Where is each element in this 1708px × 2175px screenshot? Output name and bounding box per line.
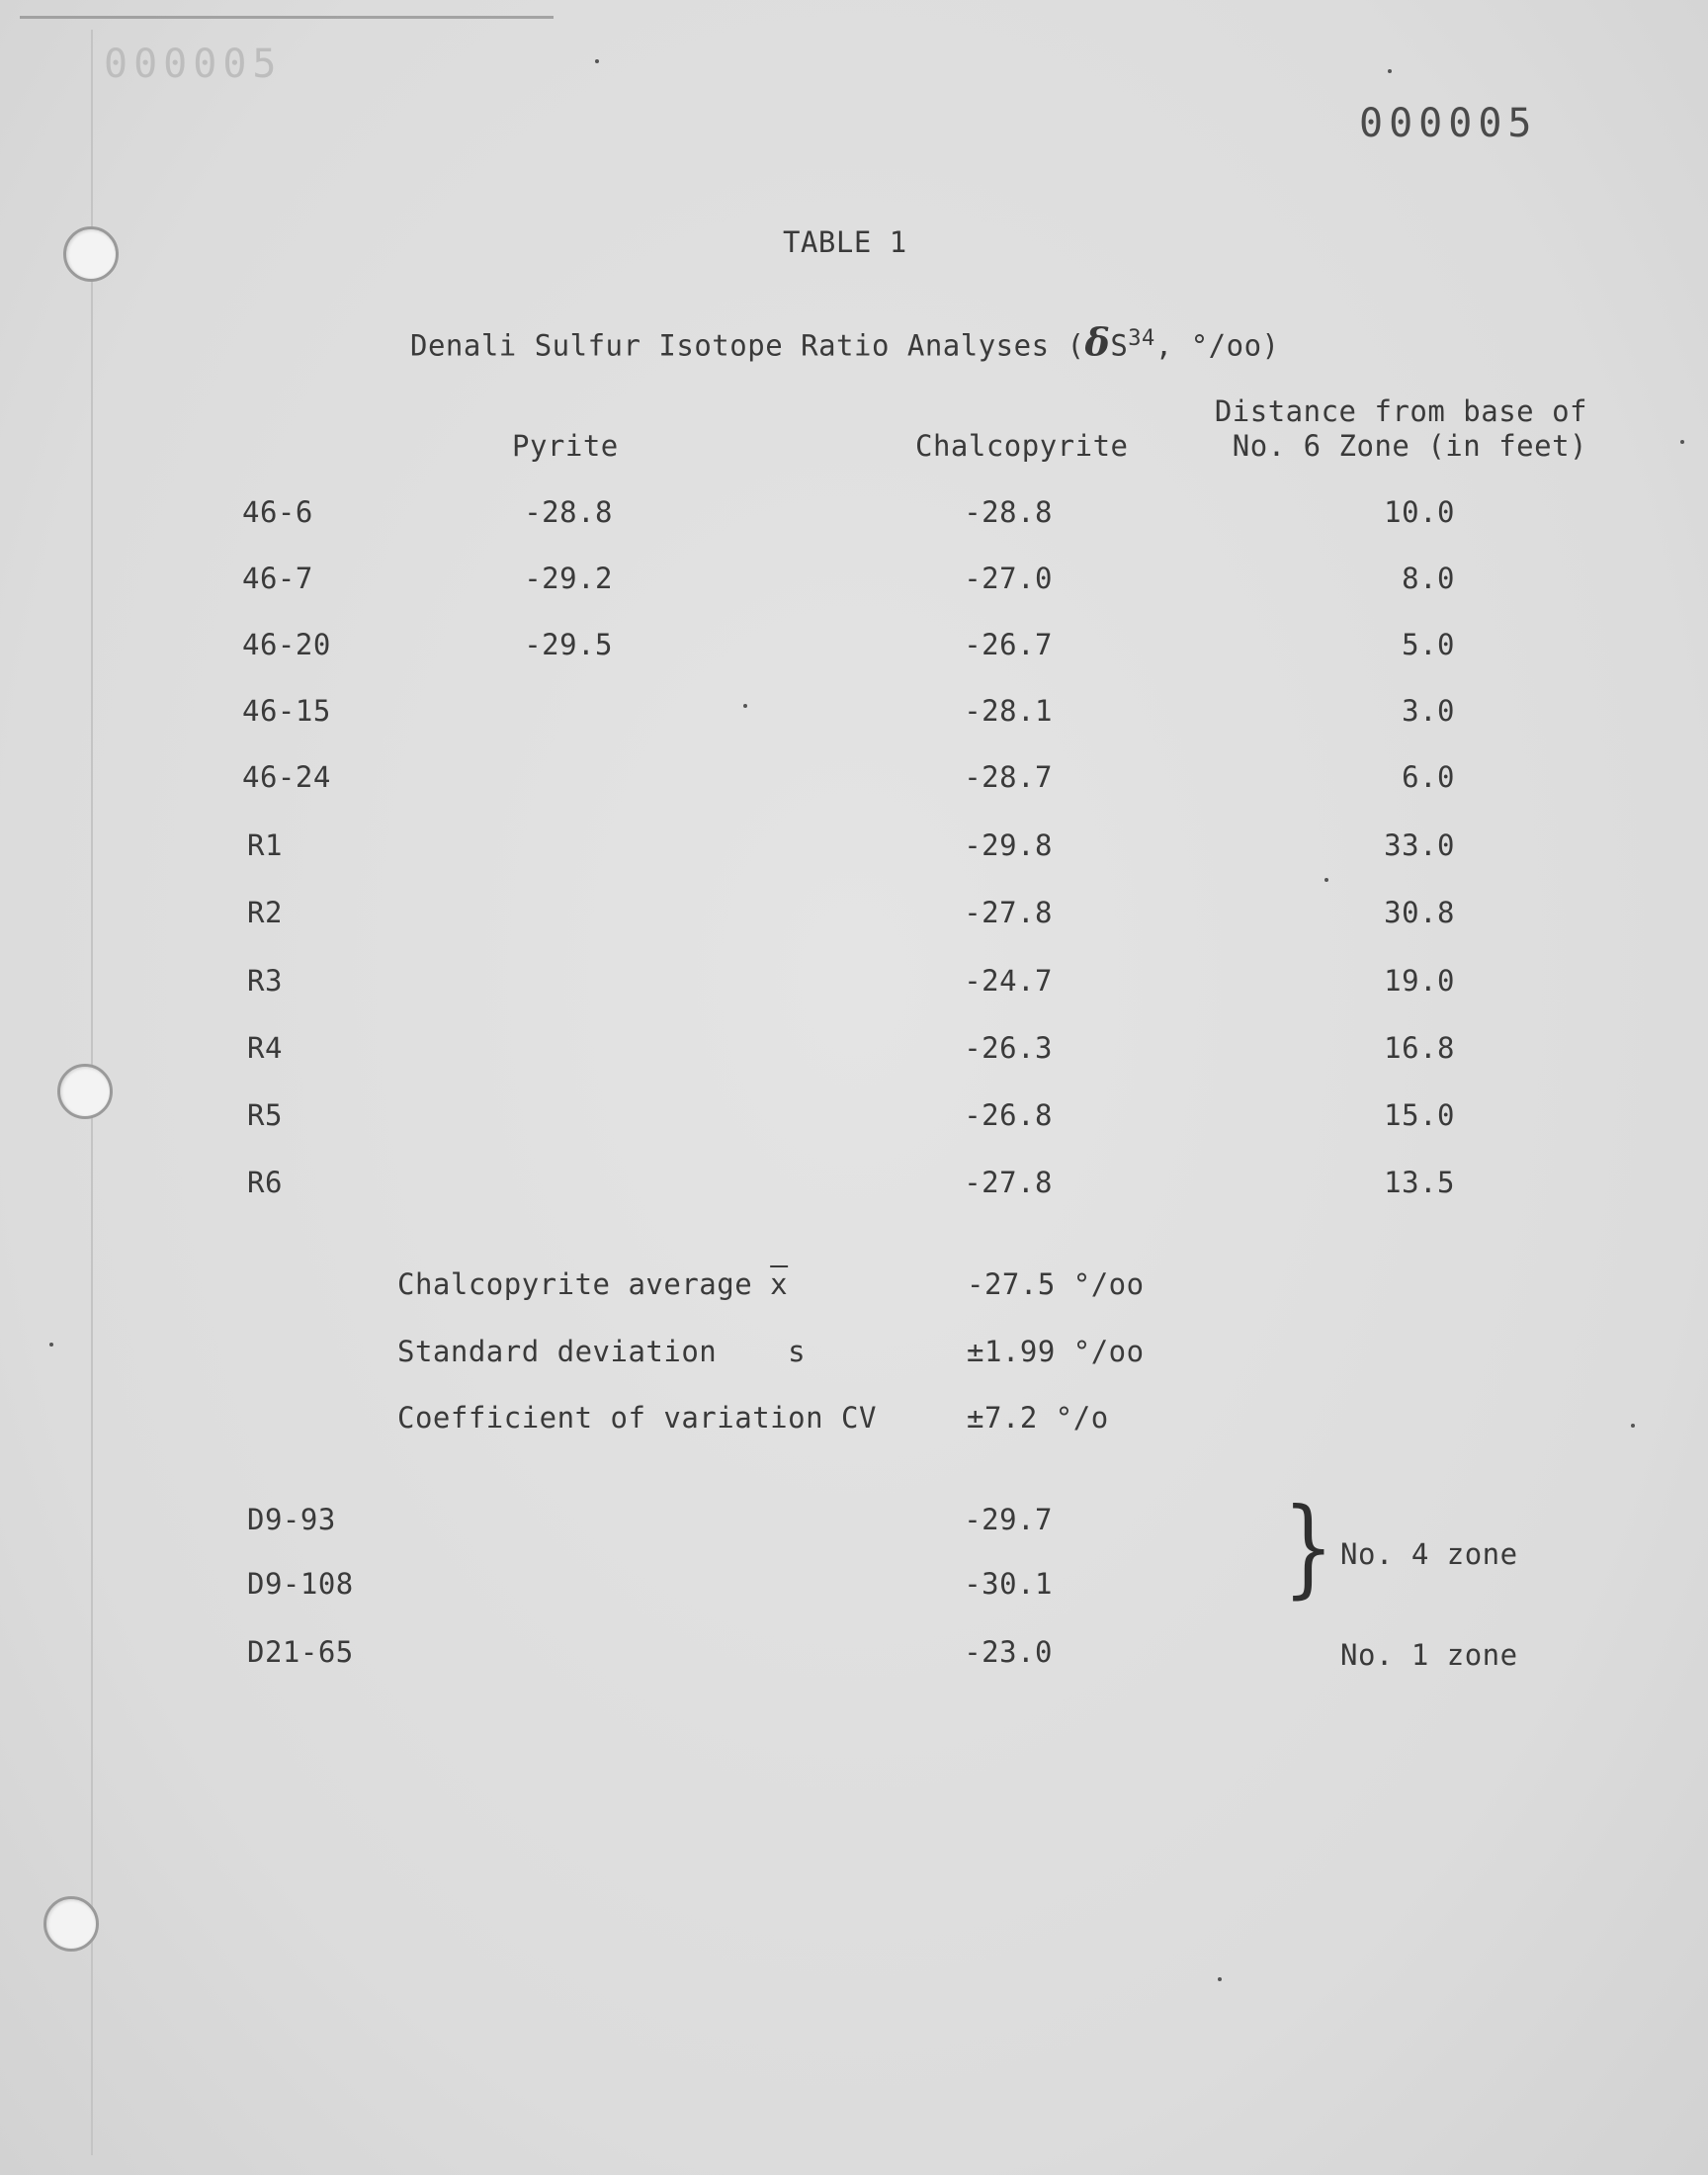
stat-average-value: -27.5 °/oo	[967, 1267, 1145, 1301]
speck	[49, 1343, 53, 1347]
speck	[1680, 440, 1684, 444]
speck	[1324, 878, 1328, 882]
row-chalcopyrite: -29.8	[964, 828, 1053, 862]
row-id: 46-7	[242, 562, 313, 595]
row-id: R6	[247, 1166, 283, 1199]
row-id: R3	[247, 964, 283, 998]
extra-row-id: D9-93	[247, 1503, 336, 1536]
row-chalcopyrite: -26.7	[964, 628, 1053, 661]
stat-average-label	[397, 1267, 788, 1301]
row-distance: 3.0	[1402, 694, 1455, 728]
stat-average-symbol: $\overline{x}$	[770, 1267, 789, 1301]
row-id: 46-20	[242, 628, 331, 661]
binder-hole-middle	[57, 1064, 113, 1119]
table-title	[410, 319, 1280, 365]
row-id: R1	[247, 828, 283, 862]
stat-cv-value: ±7.2 °/o	[967, 1401, 1109, 1435]
row-chalcopyrite: -26.3	[964, 1031, 1053, 1065]
row-chalcopyrite: -28.8	[964, 495, 1053, 529]
stat-stddev-symbol: s	[788, 1335, 807, 1368]
title-suffix: , °/oo)	[1154, 328, 1280, 363]
row-distance: 30.8	[1384, 896, 1455, 929]
extra-row-id: D9-108	[247, 1567, 354, 1601]
header-distance-line2: No. 6 Zone (in feet)	[1232, 429, 1587, 463]
stat-stddev-text: Standard deviation	[397, 1335, 718, 1368]
top-edge-mark	[20, 16, 554, 19]
header-distance-line1: Distance from base of	[1214, 394, 1587, 428]
speck	[743, 704, 747, 708]
zone-brace: }	[1283, 1486, 1334, 1610]
delta-symbol: δ	[1084, 319, 1111, 365]
row-chalcopyrite: -27.8	[964, 896, 1053, 929]
row-distance: 15.0	[1384, 1098, 1455, 1132]
row-distance: 10.0	[1384, 495, 1455, 529]
page-number: 000005	[1359, 101, 1538, 146]
row-id: R4	[247, 1031, 283, 1065]
row-id: 46-6	[242, 495, 313, 529]
speck	[1631, 1424, 1635, 1428]
title-superscript: 34	[1128, 326, 1155, 351]
extra-row-id: D21-65	[247, 1635, 354, 1669]
speck	[1388, 69, 1392, 73]
zone-4-label: No. 4 zone	[1340, 1537, 1518, 1571]
row-pyrite: -29.2	[524, 562, 613, 595]
row-distance: 13.5	[1384, 1166, 1455, 1199]
title-prefix: Denali Sulfur Isotope Ratio Analyses (	[410, 328, 1085, 363]
row-distance: 16.8	[1384, 1031, 1455, 1065]
stat-average-text: Chalcopyrite average	[397, 1267, 753, 1301]
row-distance: 8.0	[1402, 562, 1455, 595]
speck	[1218, 1977, 1222, 1981]
extra-row-chalcopyrite: -30.1	[964, 1567, 1053, 1601]
zone-1-label: No. 1 zone	[1340, 1638, 1518, 1672]
binder-hole-top	[63, 226, 119, 282]
row-chalcopyrite: -27.0	[964, 562, 1053, 595]
row-id: 46-15	[242, 694, 331, 728]
row-distance: 6.0	[1402, 760, 1455, 794]
extra-row-chalcopyrite: -29.7	[964, 1503, 1053, 1536]
row-distance: 5.0	[1402, 628, 1455, 661]
row-distance: 19.0	[1384, 964, 1455, 998]
row-distance: 33.0	[1384, 828, 1455, 862]
stat-cv-label: Coefficient of variation CV	[397, 1401, 877, 1435]
stat-stddev-label	[397, 1335, 806, 1368]
row-pyrite: -28.8	[524, 495, 613, 529]
extra-row-chalcopyrite: -23.0	[964, 1635, 1053, 1669]
title-s: S	[1110, 328, 1129, 363]
speck	[595, 59, 599, 63]
row-chalcopyrite: -27.8	[964, 1166, 1053, 1199]
ghost-page-number: 000005	[104, 42, 283, 87]
row-chalcopyrite: -28.1	[964, 694, 1053, 728]
stat-stddev-value: ±1.99 °/oo	[967, 1335, 1145, 1368]
row-id: R5	[247, 1098, 283, 1132]
header-pyrite: Pyrite	[512, 429, 619, 463]
header-chalcopyrite: Chalcopyrite	[915, 429, 1129, 463]
row-id: R2	[247, 896, 283, 929]
row-chalcopyrite: -26.8	[964, 1098, 1053, 1132]
row-chalcopyrite: -28.7	[964, 760, 1053, 794]
row-id: 46-24	[242, 760, 331, 794]
table-label: TABLE 1	[783, 225, 907, 259]
row-pyrite: -29.5	[524, 628, 613, 661]
binder-hole-bottom	[43, 1896, 99, 1952]
row-chalcopyrite: -24.7	[964, 964, 1053, 998]
